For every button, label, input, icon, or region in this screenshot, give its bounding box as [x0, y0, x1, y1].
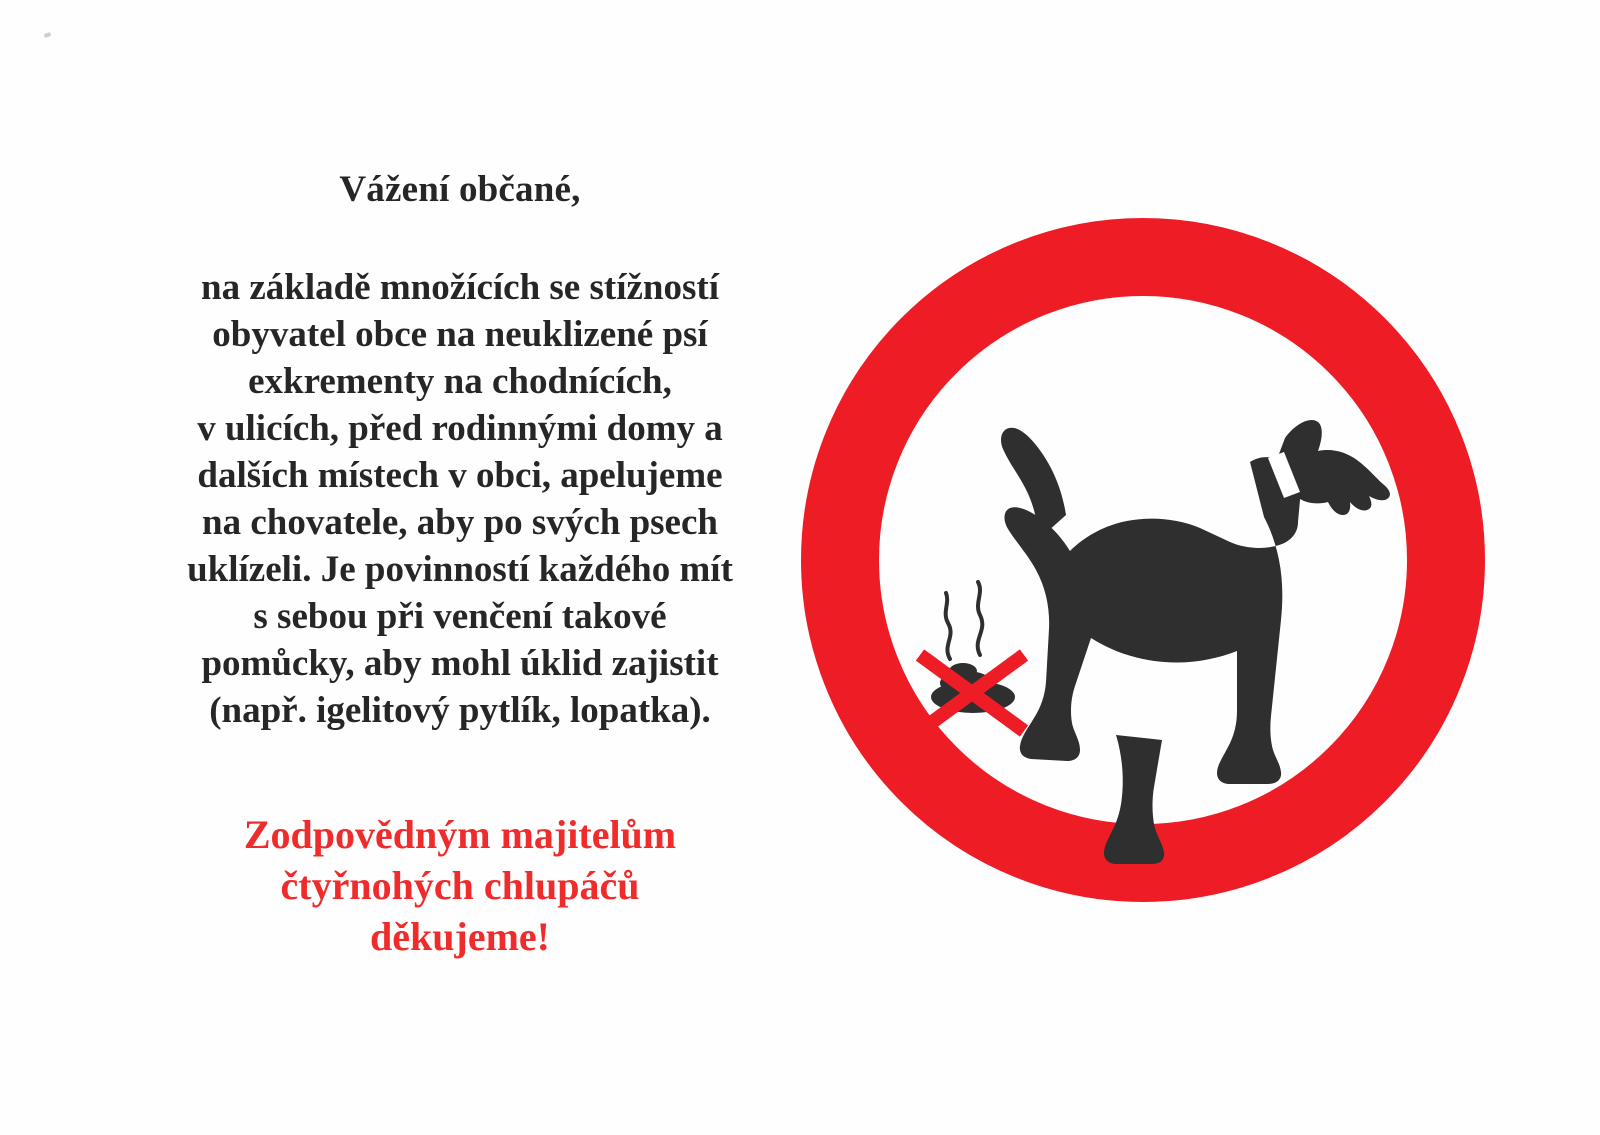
no-dog-fouling-sign — [798, 215, 1488, 905]
body-line: pomůcky, aby mohl úklid zajistit — [201, 642, 719, 684]
body-line: s sebou při venčení takové — [253, 595, 667, 637]
body-line: na chovatele, aby po svých psech — [202, 501, 718, 543]
thanks-message — [120, 809, 800, 963]
body-line: v ulicích, před rodinnými domy a — [197, 407, 723, 449]
notice-body — [120, 265, 800, 735]
body-line: dalších místech v obci, apelujeme — [197, 454, 723, 496]
notice-text-column — [120, 170, 800, 962]
body-line: (např. igelitový pytlík, lopatka). — [209, 689, 711, 731]
body-line: exkrementy na chodnících, — [248, 360, 672, 402]
thanks-line: Zodpovědným majitelům — [243, 811, 677, 857]
body-line: obyvatel obce na neuklizené psí — [212, 313, 708, 355]
body-line: uklízeli. Je povinností každého mít — [187, 548, 733, 590]
thanks-line: děkujeme! — [370, 913, 550, 959]
body-line: na základě množících se stížností — [201, 266, 719, 308]
salutation: Vážení občané, — [339, 169, 581, 210]
scan-artifact-speck — [44, 32, 52, 38]
thanks-line: čtyřnohých chlupáčů — [280, 862, 640, 908]
